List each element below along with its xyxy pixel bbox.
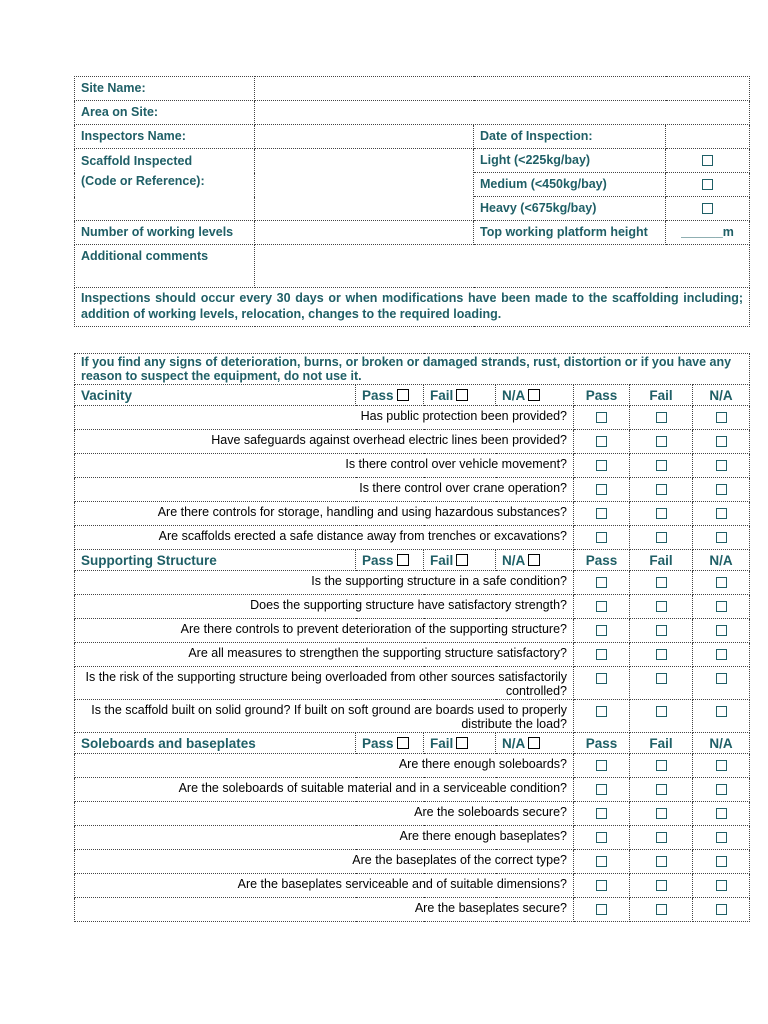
- question-row: [75, 778, 750, 802]
- load-class-heavy-label: Heavy (<675kg/bay): [474, 197, 666, 221]
- question-row: [75, 619, 750, 643]
- na-checkbox[interactable]: [716, 832, 727, 843]
- pass-checkbox[interactable]: [596, 784, 607, 795]
- pass-checkbox[interactable]: [596, 832, 607, 843]
- question-row: [75, 700, 750, 733]
- load-class-light-label: Light (<225kg/bay): [474, 149, 666, 173]
- question-text: Are there enough baseplates?: [75, 826, 574, 850]
- pass-checkbox[interactable]: [596, 760, 607, 771]
- comments-label: Additional comments: [75, 245, 255, 288]
- scaffold-code-field[interactable]: [255, 149, 474, 221]
- question-row: [75, 667, 750, 700]
- col-header-fail: Fail: [630, 550, 693, 571]
- na-checkbox[interactable]: [716, 673, 727, 684]
- fail-checkbox[interactable]: [656, 460, 667, 471]
- section-na-checkbox[interactable]: [528, 737, 540, 749]
- question-text: Are the soleboards of suitable material and in a serviceable condition?: [75, 778, 574, 802]
- question-text: Are the baseplates secure?: [75, 898, 574, 922]
- na-checkbox[interactable]: [716, 508, 727, 519]
- pass-checkbox[interactable]: [596, 904, 607, 915]
- na-checkbox[interactable]: [716, 808, 727, 819]
- section-fail-checkbox[interactable]: [456, 737, 468, 749]
- question-row: [75, 478, 750, 502]
- question-row: [75, 754, 750, 778]
- section-na-checkbox[interactable]: [528, 389, 540, 401]
- checklist-table: [74, 353, 750, 922]
- na-checkbox[interactable]: [716, 412, 727, 423]
- fail-checkbox[interactable]: [656, 784, 667, 795]
- fail-checkbox[interactable]: [656, 808, 667, 819]
- question-row: [75, 430, 750, 454]
- section-fail-label: Fail: [430, 552, 454, 568]
- section-pass-option[interactable]: [356, 550, 424, 571]
- question-text: Are all measures to strengthen the supporting structure satisfactory?: [75, 643, 574, 667]
- pass-checkbox[interactable]: [596, 577, 607, 588]
- question-text: Are the soleboards secure?: [75, 802, 574, 826]
- section-na-label: N/A: [502, 735, 526, 751]
- question-text: Is there control over vehicle movement?: [75, 454, 574, 478]
- na-checkbox[interactable]: [716, 484, 727, 495]
- section-fail-checkbox[interactable]: [456, 389, 468, 401]
- section-na-checkbox[interactable]: [528, 554, 540, 566]
- section-pass-checkbox[interactable]: [397, 554, 409, 566]
- question-row: [75, 826, 750, 850]
- question-row: [75, 502, 750, 526]
- col-header-pass: Pass: [574, 550, 630, 571]
- pass-checkbox[interactable]: [596, 412, 607, 423]
- na-checkbox[interactable]: [716, 436, 727, 447]
- question-row: [75, 571, 750, 595]
- section-title: Vacinity: [75, 385, 356, 406]
- inspectors-field[interactable]: [255, 125, 474, 149]
- na-checkbox[interactable]: [716, 904, 727, 915]
- area-label: Area on Site:: [75, 101, 255, 125]
- scaffold-inspected-label: [75, 149, 255, 221]
- fail-checkbox[interactable]: [656, 649, 667, 660]
- pass-checkbox[interactable]: [596, 880, 607, 891]
- pass-checkbox[interactable]: [596, 673, 607, 684]
- site-name-label: Site Name:: [75, 77, 255, 101]
- fail-checkbox[interactable]: [656, 436, 667, 447]
- fail-checkbox[interactable]: [656, 832, 667, 843]
- section-fail-label: Fail: [430, 735, 454, 751]
- warning-text: If you find any signs of deterioration, burns, or broken or damaged strands, rust, distortion or if you have any reason to suspect the equipment, do not use it.: [75, 354, 750, 385]
- section-fail-option[interactable]: [424, 550, 496, 571]
- fail-checkbox[interactable]: [656, 412, 667, 423]
- col-header-na: N/A: [693, 550, 750, 571]
- question-text: Is the risk of the supporting structure being overloaded from other sources satisfactorily controlled?: [75, 667, 574, 700]
- col-header-pass: Pass: [574, 385, 630, 406]
- question-row: [75, 454, 750, 478]
- section-header-soleboards-and-baseplates: [75, 733, 750, 754]
- question-text: Is there control over crane operation?: [75, 478, 574, 502]
- section-fail-option[interactable]: [424, 385, 496, 406]
- fail-checkbox[interactable]: [656, 856, 667, 867]
- load-class-medium-label: Medium (<450kg/bay): [474, 173, 666, 197]
- question-text: Are there controls to prevent deterioration of the supporting structure?: [75, 619, 574, 643]
- fail-checkbox[interactable]: [656, 760, 667, 771]
- question-text: Are there enough soleboards?: [75, 754, 574, 778]
- question-text: Are the baseplates serviceable and of suitable dimensions?: [75, 874, 574, 898]
- section-title: Soleboards and baseplates: [75, 733, 356, 754]
- question-text: Are scaffolds erected a safe distance away from trenches or excavations?: [75, 526, 574, 550]
- section-header-vacinity: [75, 385, 750, 406]
- fail-checkbox[interactable]: [656, 625, 667, 636]
- question-text: Is the supporting structure in a safe condition?: [75, 571, 574, 595]
- col-header-pass: Pass: [574, 733, 630, 754]
- section-pass-label: Pass: [362, 552, 394, 568]
- fail-checkbox[interactable]: [656, 532, 667, 543]
- load-class-heavy-checkbox[interactable]: [702, 203, 713, 214]
- na-checkbox[interactable]: [716, 649, 727, 660]
- question-row: [75, 898, 750, 922]
- section-na-option[interactable]: [496, 550, 574, 571]
- pass-checkbox[interactable]: [596, 808, 607, 819]
- section-pass-checkbox[interactable]: [397, 737, 409, 749]
- na-checkbox[interactable]: [716, 784, 727, 795]
- question-row: [75, 802, 750, 826]
- height-label: Top working platform height: [474, 221, 666, 245]
- pass-checkbox[interactable]: [596, 625, 607, 636]
- na-checkbox[interactable]: [716, 625, 727, 636]
- question-text: Are there controls for storage, handling and using hazardous substances?: [75, 502, 574, 526]
- section-na-option[interactable]: [496, 733, 574, 754]
- pass-checkbox[interactable]: [596, 706, 607, 717]
- na-checkbox[interactable]: [716, 880, 727, 891]
- section-fail-checkbox[interactable]: [456, 554, 468, 566]
- fail-checkbox[interactable]: [656, 904, 667, 915]
- pass-checkbox[interactable]: [596, 508, 607, 519]
- fail-checkbox[interactable]: [656, 673, 667, 684]
- fail-checkbox[interactable]: [656, 577, 667, 588]
- section-title: Supporting Structure: [75, 550, 356, 571]
- na-checkbox[interactable]: [716, 856, 727, 867]
- section-pass-label: Pass: [362, 735, 394, 751]
- pass-checkbox[interactable]: [596, 484, 607, 495]
- question-row: [75, 874, 750, 898]
- section-header-supporting-structure: [75, 550, 750, 571]
- section-pass-option[interactable]: [356, 385, 424, 406]
- section-fail-option[interactable]: [424, 733, 496, 754]
- fail-checkbox[interactable]: [656, 484, 667, 495]
- question-text: Have safeguards against overhead electric lines been provided?: [75, 430, 574, 454]
- section-na-label: N/A: [502, 552, 526, 568]
- date-label: Date of Inspection:: [474, 125, 666, 149]
- pass-checkbox[interactable]: [596, 532, 607, 543]
- question-row: [75, 595, 750, 619]
- col-header-na: N/A: [693, 733, 750, 754]
- col-header-fail: Fail: [630, 733, 693, 754]
- fail-checkbox[interactable]: [656, 601, 667, 612]
- scaffold-label-line1: Scaffold Inspected: [81, 154, 193, 168]
- date-field[interactable]: [666, 125, 750, 149]
- section-na-option[interactable]: [496, 385, 574, 406]
- pass-checkbox[interactable]: [596, 649, 607, 660]
- col-header-fail: Fail: [630, 385, 693, 406]
- site-name-field[interactable]: [255, 77, 750, 101]
- site-info-table: [74, 76, 750, 327]
- load-class-medium-checkbox[interactable]: [702, 179, 713, 190]
- pass-checkbox[interactable]: [596, 436, 607, 447]
- section-pass-option[interactable]: [356, 733, 424, 754]
- na-checkbox[interactable]: [716, 460, 727, 471]
- na-checkbox[interactable]: [716, 577, 727, 588]
- na-checkbox[interactable]: [716, 706, 727, 717]
- height-field[interactable]: ______m: [666, 221, 750, 245]
- pass-checkbox[interactable]: [596, 460, 607, 471]
- levels-label: Number of working levels: [75, 221, 255, 245]
- levels-field[interactable]: [255, 221, 474, 245]
- area-field[interactable]: [255, 101, 750, 125]
- col-header-na: N/A: [693, 385, 750, 406]
- inspectors-label: Inspectors Name:: [75, 125, 255, 149]
- question-row: [75, 526, 750, 550]
- section-na-label: N/A: [502, 387, 526, 403]
- question-text: Has public protection been provided?: [75, 406, 574, 430]
- load-class-light-checkbox[interactable]: [702, 155, 713, 166]
- pass-checkbox[interactable]: [596, 856, 607, 867]
- inspection-note: Inspections should occur every 30 days or when modifications have been made to the scaffolding including; addition of working levels, relocation, changes to the required loading.: [75, 288, 750, 327]
- scaffold-label-line2: (Code or Reference):: [81, 174, 205, 188]
- section-fail-label: Fail: [430, 387, 454, 403]
- pass-checkbox[interactable]: [596, 601, 607, 612]
- question-row: [75, 643, 750, 667]
- question-text: Are the baseplates of the correct type?: [75, 850, 574, 874]
- na-checkbox[interactable]: [716, 601, 727, 612]
- comments-field[interactable]: [255, 245, 750, 288]
- na-checkbox[interactable]: [716, 532, 727, 543]
- question-row: [75, 850, 750, 874]
- section-pass-label: Pass: [362, 387, 394, 403]
- fail-checkbox[interactable]: [656, 706, 667, 717]
- section-pass-checkbox[interactable]: [397, 389, 409, 401]
- question-text: Is the scaffold built on solid ground? If built on soft ground are boards used to properly distribute the load?: [75, 700, 574, 733]
- fail-checkbox[interactable]: [656, 880, 667, 891]
- na-checkbox[interactable]: [716, 760, 727, 771]
- question-text: Does the supporting structure have satisfactory strength?: [75, 595, 574, 619]
- fail-checkbox[interactable]: [656, 508, 667, 519]
- question-row: [75, 406, 750, 430]
